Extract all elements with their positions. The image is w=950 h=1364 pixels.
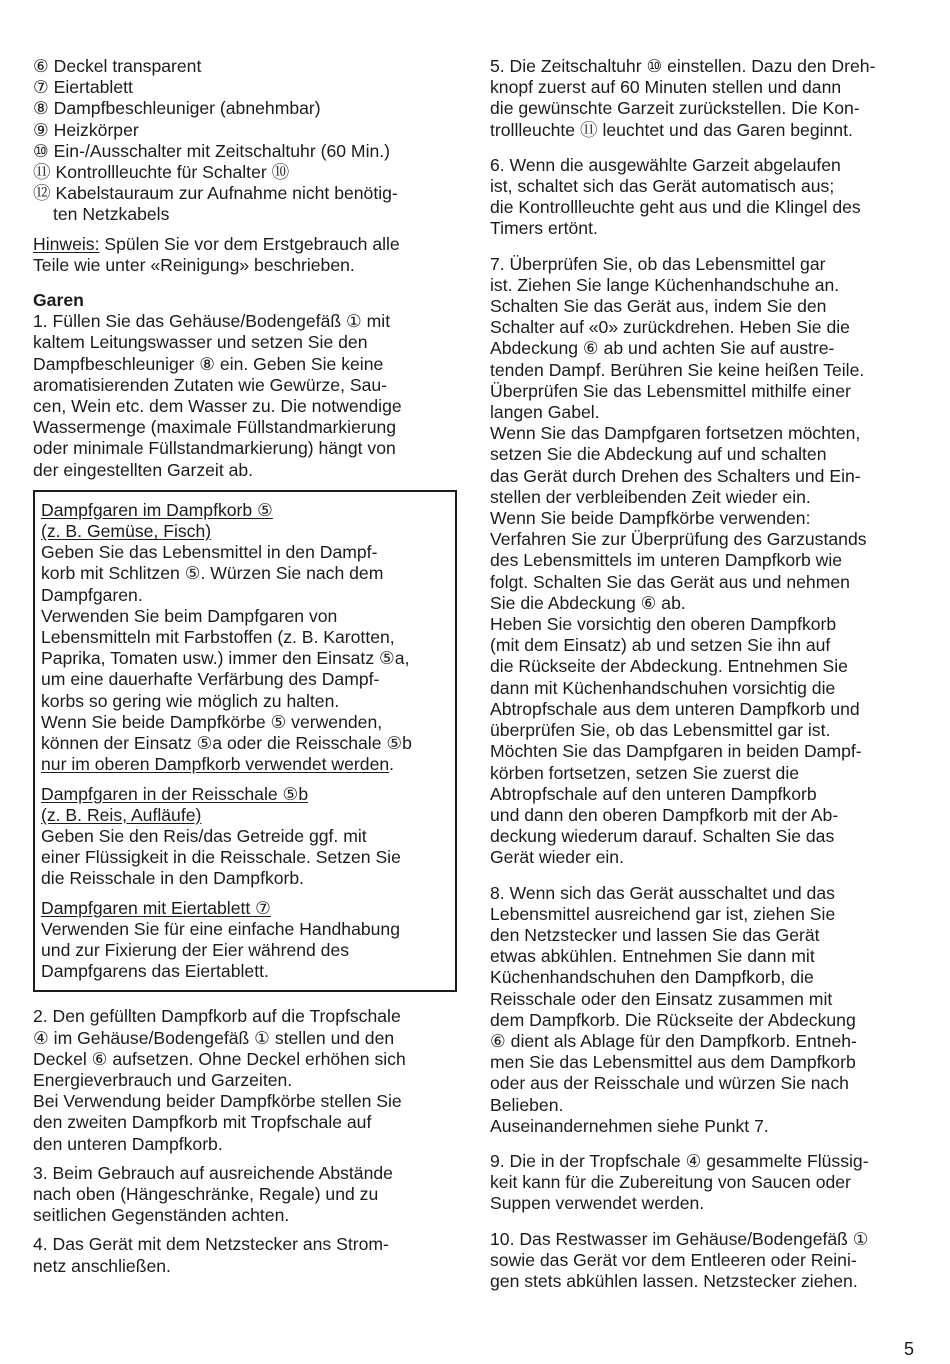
text-line: Bei Verwendung beider Dampfkörbe stellen Sie [33,1091,402,1112]
text-line: kaltem Leitungswasser und setzen Sie den [33,332,368,353]
text-line: Geben Sie das Lebensmittel in den Dampf- [41,542,378,563]
text-line: Gerät wieder ein. [490,847,624,868]
box-subtitle: (z. B. Gemüse, Fisch) [41,521,212,542]
text-line: etwas abkühlen. Entnehmen Sie dann mit [490,946,815,967]
text-line: den unteren Dampfkorb. [33,1133,223,1154]
list-item: ⑦ Eiertablett [33,77,133,98]
text-line: men Sie das Lebensmittel aus dem Dampfkorb [490,1052,856,1073]
text-line: und dann den oberen Dampfkorb mit der Ab- [490,804,839,825]
list-item: ⑩ Ein-/Ausschalter mit Zeitschaltuhr (60 Min.) [33,140,391,161]
step-1 [33,311,458,481]
text-line: oder aus der Reisschale und würzen Sie nach [490,1073,849,1094]
list-item: ⑪ Kontrollleuchte für Schalter ⑩ [33,162,290,183]
text-line: die Kontrollleuchte geht aus und die Klingel des [490,197,861,218]
text-line: Wenn Sie beide Dampfkörbe verwenden: [490,508,811,529]
text-line-underlined: nur im oberen Dampfkorb verwendet werden [41,754,390,775]
text-line: um eine dauerhafte Verfärbung des Dampf- [41,669,380,690]
text-line: das Gerät durch Drehen des Schalters und Ein- [490,465,861,486]
period: . [389,754,395,775]
box-section-rice-bowl [41,784,449,890]
page-number: 5 [903,1339,914,1359]
box-subtitle: Dampfgaren in der Reisschale ⑤b [41,783,309,804]
text-line: Schalten Sie das Gerät aus, indem Sie den [490,296,827,317]
text-line: 4. Das Gerät mit dem Netzstecker ans Strom- [33,1234,389,1255]
text-line: Dampfbeschleuniger ⑧ ein. Geben Sie keine [33,353,384,374]
text-line: Deckel ⑥ aufsetzen. Ohne Deckel erhöhen sich [33,1048,406,1069]
step-9 [490,1151,915,1215]
text-line: der eingestellten Garzeit ab. [33,459,254,480]
text-line: Verwenden Sie für eine einfache Handhabung [41,918,400,939]
list-item: ⑥ Deckel transparent [33,56,202,76]
text-line: dem Dampfkorb. Die Rückseite der Abdeckung [490,1009,856,1030]
text-line: den Netzstecker und lassen Sie das Gerät [490,924,820,945]
box-subtitle: Dampfgaren mit Eiertablett ⑦ [41,897,271,918]
box-subtitle: (z. B. Reis, Aufläufe) [41,804,202,825]
text-line: deckung wiederum darauf. Schalten Sie das [490,826,835,847]
step-3 [33,1163,458,1227]
text-line: 1. Füllen Sie das Gehäuse/Bodengefäß ① mit [33,311,391,332]
step-7 [490,254,915,869]
text-line: keit kann für die Zubereitung von Saucen oder [490,1172,851,1193]
text-line: Schalter auf «0» zurückdrehen. Heben Sie die [490,317,850,338]
info-box [33,490,457,992]
text-line: Wenn Sie beide Dampfkörbe ⑤ verwenden, [41,711,383,732]
text-line: Abdeckung ⑥ ab und achten Sie auf austre- [490,338,835,359]
text-line: Heben Sie vorsichtig den oberen Dampfkorb [490,614,837,635]
hint-text: Teile wie unter «Reinigung» beschrieben. [33,254,355,275]
list-item: ⑧ Dampfbeschleuniger (abnehmbar) [33,98,321,119]
step-4 [33,1234,458,1276]
right-column [490,56,915,1292]
text-line: können der Einsatz ⑤a oder die Reisschale ⑤b [41,733,412,754]
text-line: Überprüfen Sie das Lebensmittel mithilfe einer [490,380,851,401]
text-line: nach oben (Hängeschränke, Regale) und zu [33,1183,379,1204]
text-line: Dampfgaren. [41,584,143,605]
box-section-steamer-basket [41,500,449,776]
text-line: stellen der verbleibenden Zeit wieder ein. [490,486,811,507]
text-line: einer Flüssigkeit in die Reisschale. Setzen Sie [41,847,401,868]
step-6 [490,155,915,240]
text-line: (mit dem Einsatz) ab und setzen Sie ihn auf [490,635,831,656]
text-line: ist, schaltet sich das Gerät automatisch aus; [490,176,835,197]
list-item: ten Netzkabels [53,204,170,225]
text-line: ⑥ dient als Ablage für den Dampfkorb. Entneh- [490,1030,857,1051]
text-line: Wenn Sie das Dampfgaren fortsetzen möchten, [490,423,861,444]
hint-paragraph [33,234,458,276]
text-line: 9. Die in der Tropfschale ④ gesammelte Flüssig- [490,1150,869,1171]
text-line: ist. Ziehen Sie lange Küchenhandschuhe an. [490,274,840,295]
box-subtitle: Dampfgaren im Dampfkorb ⑤ [41,499,273,520]
text-line: Energieverbrauch und Garzeiten. [33,1069,293,1090]
text-line: setzen Sie die Abdeckung auf und schalten [490,444,827,465]
text-line: korbs so gering wie möglich zu halten. [41,690,340,711]
step-10 [490,1229,915,1293]
parts-list [33,56,458,226]
text-line: tenden Dampf. Berühren Sie keine heißen Teile. [490,359,865,380]
text-line: Timers ertönt. [490,218,598,239]
step-8 [490,883,915,1137]
text-line: Auseinandernehmen siehe Punkt 7. [490,1115,769,1136]
text-line: den zweiten Dampfkorb mit Tropfschale auf [33,1112,372,1133]
text-line: körben fortsetzen, setzen Sie zuerst die [490,762,800,783]
step-5 [490,56,915,141]
text-line: Abtropfschale auf den unteren Dampfkorb [490,783,817,804]
text-line: die gewünschte Garzeit zurückstellen. Die Kon- [490,98,860,119]
text-line: Verfahren Sie zur Überprüfung des Garzustands [490,529,867,550]
list-item: ⑨ Heizkörper [33,119,139,140]
text-line: Lebensmittel ausreichend gar ist, ziehen Sie [490,903,836,924]
text-line: Dampfgarens das Eiertablett. [41,961,269,982]
hint-label: Hinweis: [33,233,100,254]
text-line: Reisschale oder den Einsatz zusammen mit [490,988,833,1009]
text-line: 10. Das Restwasser im Gehäuse/Bodengefäß ① [490,1228,869,1249]
text-line: Geben Sie den Reis/das Getreide ggf. mit [41,825,367,846]
text-line: langen Gabel. [490,402,600,423]
text-line: des Lebensmittels im unteren Dampfkorb wie [490,550,843,571]
text-line: Küchenhandschuhen den Dampfkorb, die [490,967,814,988]
text-line: oder minimale Füllstandmarkierung) hängt von [33,438,396,459]
text-line: sowie das Gerät vor dem Entleeren oder Reini- [490,1249,857,1270]
section-heading: Garen [33,290,84,311]
text-line: gen stets abkühlen lassen. Netzstecker ziehen. [490,1270,858,1291]
text-line: folgt. Schalten Sie das Gerät aus und nehmen [490,571,850,592]
text-line: Sie die Abdeckung ⑥ ab. [490,592,686,613]
list-item: ⑫ Kabelstauraum zur Aufnahme nicht benötig- [33,183,398,204]
text-line: 3. Beim Gebrauch auf ausreichende Abstände [33,1162,393,1183]
text-line: knopf zuerst auf 60 Minuten stellen und dann [490,77,842,98]
text-line: aromatisierenden Zutaten wie Gewürze, Sau- [33,374,388,395]
box-section-egg-tray [41,898,449,983]
text-line: die Rückseite der Abdeckung. Entnehmen Sie [490,656,848,677]
text-line: Verwenden Sie beim Dampfgaren von [41,605,338,626]
text-line: Belieben. [490,1094,564,1115]
text-line: Paprika, Tomaten usw.) immer den Einsatz ⑤a, [41,648,410,669]
text-line: seitlichen Gegenständen achten. [33,1205,290,1226]
text-line: korb mit Schlitzen ⑤. Würzen Sie nach dem [41,563,384,584]
text-line: 5. Die Zeitschaltuhr ⑩ einstellen. Dazu den Dreh- [490,56,876,76]
text-line: 2. Den gefüllten Dampfkorb auf die Tropfschale [33,1006,401,1027]
text-line: 8. Wenn sich das Gerät ausschaltet und das [490,882,835,903]
step-2 [33,1006,458,1154]
text-line: 7. Überprüfen Sie, ob das Lebensmittel gar [490,253,826,274]
text-line: Möchten Sie das Dampfgaren in beiden Dampf- [490,741,862,762]
text-line: und zur Fixierung der Eier während des [41,939,350,960]
text-line: trollleuchte ⑪ leuchtet und das Garen beginnt. [490,119,853,140]
text-line: Wassermenge (maximale Füllstandmarkierung [33,417,397,438]
left-column [33,56,458,1277]
text-line: cen, Wein etc. dem Wasser zu. Die notwendige [33,396,402,417]
text-line: Suppen verwendet werden. [490,1193,705,1214]
text-line: ④ im Gehäuse/Bodengefäß ① stellen und den [33,1027,395,1048]
text-line: die Reisschale in den Dampfkorb. [41,868,305,889]
text-line: Abtropfschale aus dem unteren Dampfkorb und [490,698,860,719]
text-line: netz anschließen. [33,1255,171,1276]
text-line: dann mit Küchenhandschuhen vorsichtig die [490,677,836,698]
text-line: Lebensmitteln mit Farbstoffen (z. B. Karotten, [41,627,395,648]
text-line: überprüfen Sie, ob das Lebensmittel gar ist. [490,720,831,741]
hint-text: Spülen Sie vor dem Erstgebrauch alle [99,233,400,254]
text-line: 6. Wenn die ausgewählte Garzeit abgelaufen [490,154,841,175]
